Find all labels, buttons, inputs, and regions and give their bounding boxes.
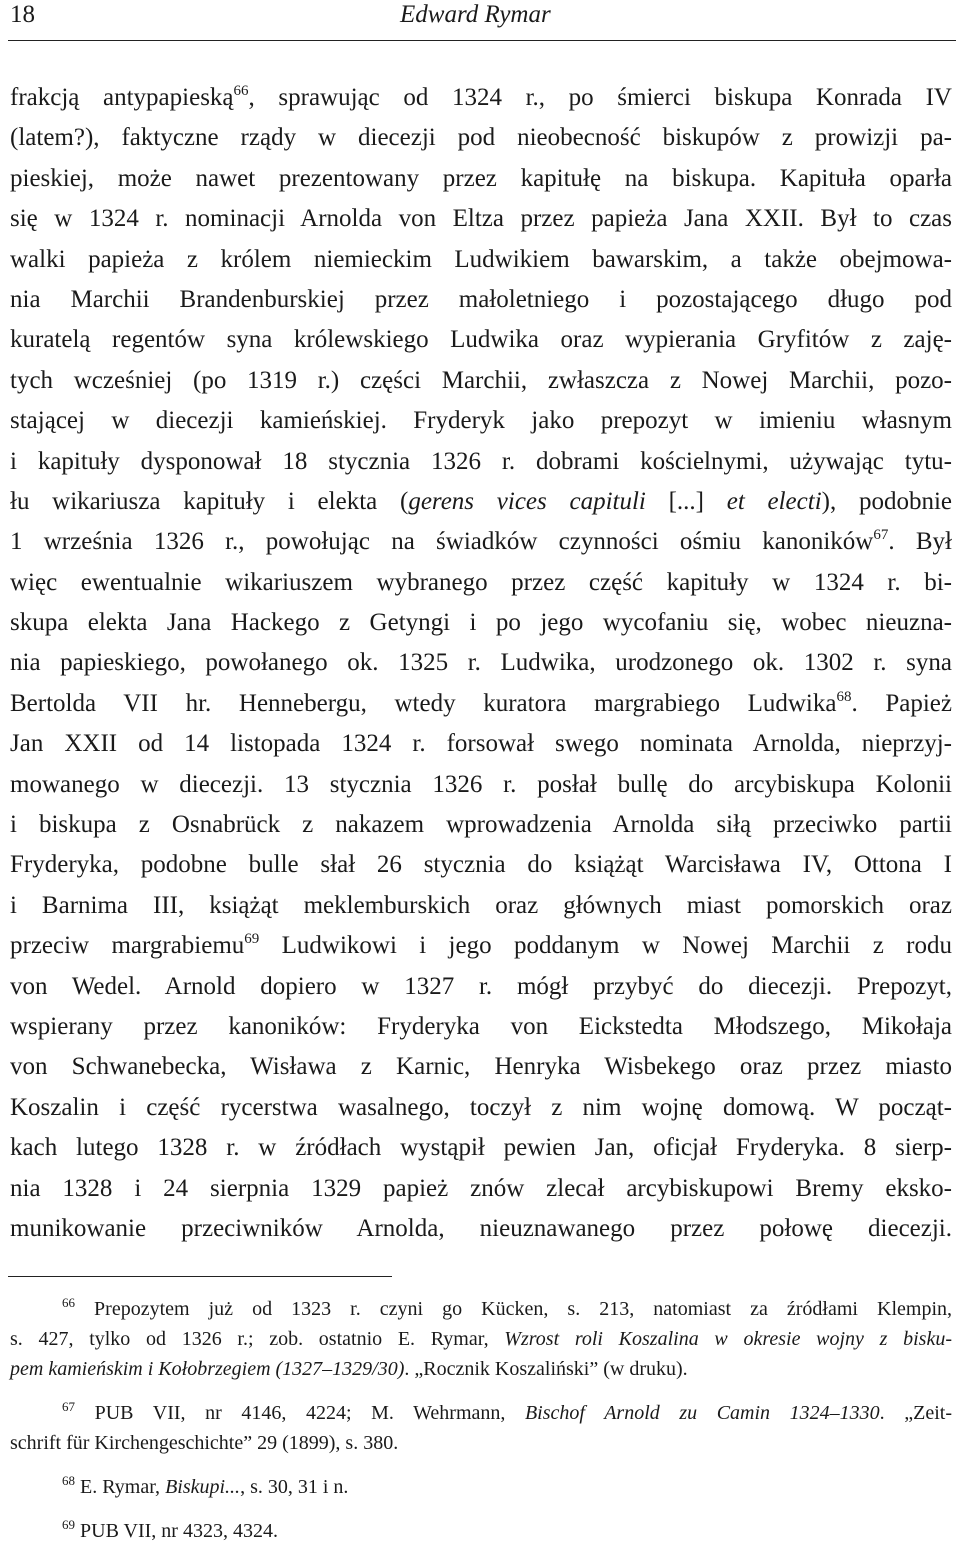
text-line: Koszalin i część rycerstwa wasalnego, toczył z nim wojnę domową. W począt- bbox=[10, 1093, 952, 1121]
text-line: tych wcześniej (po 1319 r.) części Marchii, zwłaszcza z Nowej Marchii, pozo- bbox=[10, 366, 952, 394]
text-line: 1 września 1326 r., powołując na świadków czynności ośmiu kanoników$^{67}$. Był bbox=[10, 527, 952, 556]
text-line: von Schwanebecka, Wisława z Karnic, Henryka Wisbekego oraz przez miasto bbox=[10, 1053, 952, 1081]
footnotes bbox=[10, 1294, 952, 1546]
text-line: i kapituły dysponował 18 stycznia 1326 r. dobrami kościelnymi, używając tytu- bbox=[10, 447, 952, 475]
text-line: kach lutego 1328 r. w źródłach wystąpił pewien Jan, oficjał Fryderyka. 8 sierp- bbox=[10, 1134, 952, 1162]
latin-phrase: et electi bbox=[726, 487, 822, 515]
footnote-66-cont: pem kamieńskim i Kołobrzegiem (1327–1329/30). „Rocznik Koszaliński” (w druku). bbox=[10, 1358, 688, 1380]
page-header bbox=[0, 0, 960, 42]
text-line: się w 1324 r. nominacji Arnolda von Eltza przez papieża Jana XXII. Był to czas bbox=[10, 205, 952, 233]
footnote-66: $^{66}$ Prepozytem już od 1323 r. czyni go Kücken, s. 213, natomiast za źródłami Klempin, bbox=[62, 1295, 952, 1320]
body-text bbox=[10, 78, 952, 1249]
footnote-mark: 67 bbox=[62, 1399, 75, 1414]
text-line: Fryderyka, podobne bulle słał 26 stycznia do książąt Warcisława IV, Ottona I bbox=[10, 851, 952, 879]
text-line: i Barnima III, książąt meklemburskich oraz głównych miast pomorskich oraz bbox=[10, 891, 952, 919]
footnote-66-cont: s. 427, tylko od 1326 r.; zob. ostatnio E. Rymar, Wzrost roli Koszalina w okresie wojny z bisku- bbox=[10, 1328, 952, 1350]
page-number: 18 bbox=[10, 1, 35, 28]
text-line: stającej w diecezji kamieńskiej. Fryderyk jako prepozyt w imieniu własnym bbox=[10, 407, 952, 435]
text-line: skupa elekta Jana Hackego z Getyngi i po jego wycofaniu się, wobec nieuzna- bbox=[10, 609, 952, 637]
footnote-ref-68[interactable]: 68 bbox=[836, 688, 852, 705]
citation-title: Biskupi... bbox=[165, 1476, 241, 1498]
footnote-mark: 66 bbox=[62, 1295, 75, 1310]
text-line: mowanego w diecezji. 13 stycznia 1326 r. posłał bullę do arcybiskupa Kolonii bbox=[10, 770, 952, 798]
text-line: nia Marchii Brandenburskiej przez małoletniego i pozostającego długo pod bbox=[10, 285, 952, 313]
running-head: Edward Rymar bbox=[400, 1, 551, 28]
footnote-mark: 69 bbox=[62, 1517, 75, 1532]
footnote-67-cont: schrift für Kirchengeschichte” 29 (1899), s. 380. bbox=[10, 1432, 399, 1454]
citation-title: Bischof Arnold zu Camin 1324–1330 bbox=[524, 1402, 880, 1424]
text-line: Jan XXII od 14 listopada 1324 r. forsował swego nominata Arnolda, nieprzyj- bbox=[10, 730, 952, 758]
text-line: wspierany przez kanoników: Fryderyka von Eickstedta Młodszego, Mikołaja bbox=[10, 1012, 952, 1040]
text-line: nia papieskiego, powołanego ok. 1325 r. Ludwika, urodzonego ok. 1302 r. syna bbox=[10, 649, 952, 677]
footnote-ref-67[interactable]: 67 bbox=[873, 527, 889, 544]
text-line: kuratelą regentów syna królewskiego Ludwika oraz wypierania Gryfitów z zaję- bbox=[10, 326, 952, 354]
text-line: pieskiej, może nawet prezentowany przez kapitułę na biskupa. Kapituła oparła bbox=[10, 164, 952, 192]
text-line: łu wikariusza kapituły i elekta (gerens vices capituli [...] et electi), podobnie bbox=[10, 487, 952, 515]
footnote-ref-66[interactable]: 66 bbox=[233, 83, 249, 99]
footnote-68: $^{68}$ E. Rymar, Biskupi..., s. 30, 31 i n. bbox=[62, 1473, 349, 1498]
citation-title: pem kamieńskim i Kołobrzegiem (1327–1329/30) bbox=[10, 1358, 405, 1380]
text-line: von Wedel. Arnold dopiero w 1327 r. mógł przybyć do diecezji. Prepozyt, bbox=[10, 972, 952, 1000]
footnote-67: $^{67}$ PUB VII, nr 4146, 4224; M. Wehrmann, Bischof Arnold zu Camin 1324–1330. „Zeit- bbox=[62, 1399, 953, 1424]
header-rule bbox=[8, 40, 956, 41]
footnote-ref-69[interactable]: 69 bbox=[244, 931, 260, 948]
text-line: (latem?), faktyczne rządy w diecezji pod nieobecność biskupów z prowizji pa- bbox=[10, 124, 952, 152]
text-line: munikowanie przeciwników Arnolda, nieuznawanego przez połowę diecezji. bbox=[10, 1214, 952, 1242]
footnote-69: $^{69}$ PUB VII, nr 4323, 4324. bbox=[62, 1517, 278, 1542]
text-line: walki papieża z królem niemieckim Ludwikiem bawarskim, a także obejmowa- bbox=[10, 245, 952, 273]
text-line: Bertolda VII hr. Hennebergu, wtedy kuratora margrabiego Ludwika$^{68}$. Papież bbox=[10, 688, 952, 717]
text-line: i biskupa z Osnabrück z nakazem wprowadzenia Arnolda siłą przeciwko partii bbox=[10, 811, 952, 839]
footnote-rule bbox=[8, 1276, 392, 1277]
footnote-mark: 68 bbox=[62, 1473, 75, 1488]
text-line: więc ewentualnie wikariuszem wybranego przez część kapituły w 1324 r. bi- bbox=[10, 568, 952, 596]
latin-phrase: gerens vices capituli bbox=[408, 487, 646, 515]
text-line: przeciw margrabiemu$^{69}$ Ludwikowi i jego poddanym w Nowej Marchii z rodu bbox=[10, 931, 952, 960]
text-line: nia 1328 i 24 sierpnia 1329 papież znów zlecał arcybiskupowi Bremy eksko- bbox=[10, 1174, 952, 1202]
citation-title: Wzrost roli Koszalina w okresie wojny z bisku- bbox=[504, 1328, 952, 1350]
text-line: frakcją antypapieską$^{66}$, sprawując od 1324 r., po śmierci biskupa Konrada IV bbox=[10, 83, 952, 111]
